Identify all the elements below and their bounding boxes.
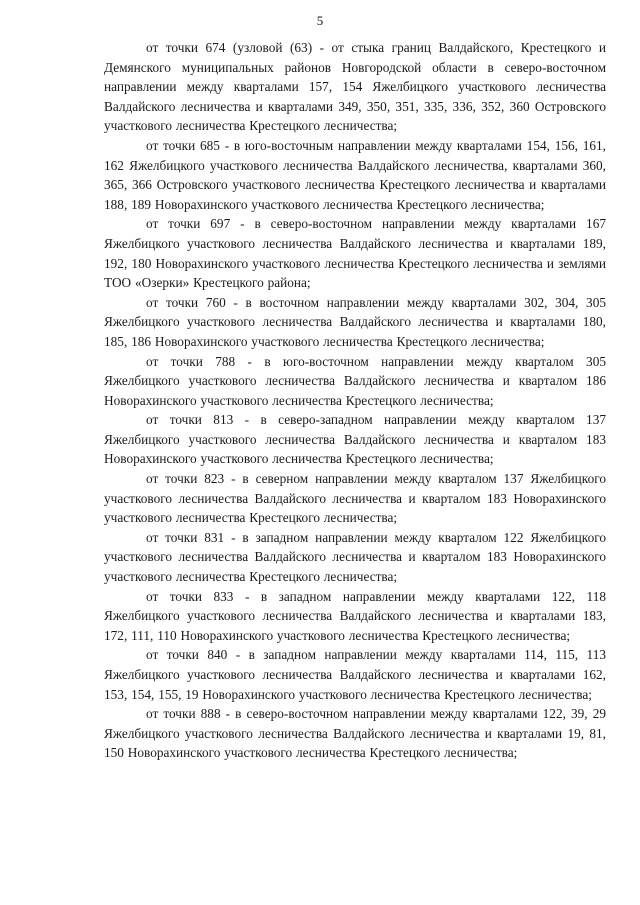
paragraph-point-840: от точки 840 - в западном направлении между кварталами 114, 115, 113 Яжелбицкого участкового лесничества Валдайского лесничества и кварталами 162, 153, 154, 155, 19 Новорахинского участкового лесничества Крестецкого лесничества;: [104, 647, 606, 702]
paragraph-point-674: от точки 674 (узловой (63) - от стыка границ Валдайского, Крестецкого и Демянского муниципальных районов Новгородской области в северо-восточном направлении между кварталами 157, 154 Яжелбицкого участкового лесничества Валдайского лесничества и кварталами 349, 350, 351, 335, 336, 352, 360 Островского участкового лесничества Крестецкого лесничества;: [104, 40, 606, 134]
document-body: [104, 38, 606, 763]
page-number: 5: [316, 13, 324, 28]
paragraph-point-697: от точки 697 - в северо-восточном направлении между кварталами 167 Яжелбицкого участкового лесничества Валдайского лесничества и кварталами 189, 192, 180 Новорахинского участкового лесничества Крестецкого лесничества и землями ТОО «Озерки» Крестецкого района;: [104, 216, 606, 291]
paragraph-point-823: от точки 823 - в северном направлении между кварталом 137 Яжелбицкого участкового лесничества Валдайского лесничества и кварталом 183 Новорахинского участкового лесничества Крестецкого лесничества;: [104, 471, 606, 526]
paragraph-point-813: от точки 813 - в северо-западном направлении между кварталом 137 Яжелбицкого участкового лесничества Валдайского лесничества и кварталом 183 Новорахинского участкового лесничества Крестецкого лесничества;: [104, 412, 606, 467]
paragraph-point-760: от точки 760 - в восточном направлении между кварталами 302, 304, 305 Яжелбицкого участкового лесничества Валдайского лесничества и кварталами 180, 185, 186 Новорахинского участкового лесничества Крестецкого лесничества;: [104, 294, 606, 349]
paragraph-point-831: от точки 831 - в западном направлении между кварталом 122 Яжелбицкого участкового лесничества Валдайского лесничества и кварталом 183 Новорахинского участкового лесничества Крестецкого лесничества;: [104, 529, 606, 585]
paragraph-point-685: от точки 685 - в юго-восточным направлении между кварталами 154, 156, 161, 162 Яжелбицкого участкового лесничества Валдайского лесничества, кварталами 360, 365, 366 Островского участкового лесничества Крестецкого лесничества и кварталами 188, 189 Новорахинского участкового лесничества Крестецкого лесничества;: [104, 137, 606, 212]
paragraph-point-788: от точки 788 - в юго-восточном направлении между кварталом 305 Яжелбицкого участкового лесничества Валдайского лесничества и кварталом 186 Новорахинского участкового лесничества Крестецкого лесничества;: [104, 353, 606, 408]
paragraph-point-833: от точки 833 - в западном направлении между кварталами 122, 118 Яжелбицкого участкового лесничества Валдайского лесничества и кварталами 183, 172, 111, 110 Новорахинского участкового лесничества Крестецкого лесничества;: [104, 588, 606, 643]
paragraph-point-888: от точки 888 - в северо-восточном направлении между кварталами 122, 39, 29 Яжелбицкого участкового лесничества Валдайского лесничества и кварталами 19, 81, 150 Новорахинского участкового лесничества Крестецкого лесничества;: [104, 706, 606, 761]
